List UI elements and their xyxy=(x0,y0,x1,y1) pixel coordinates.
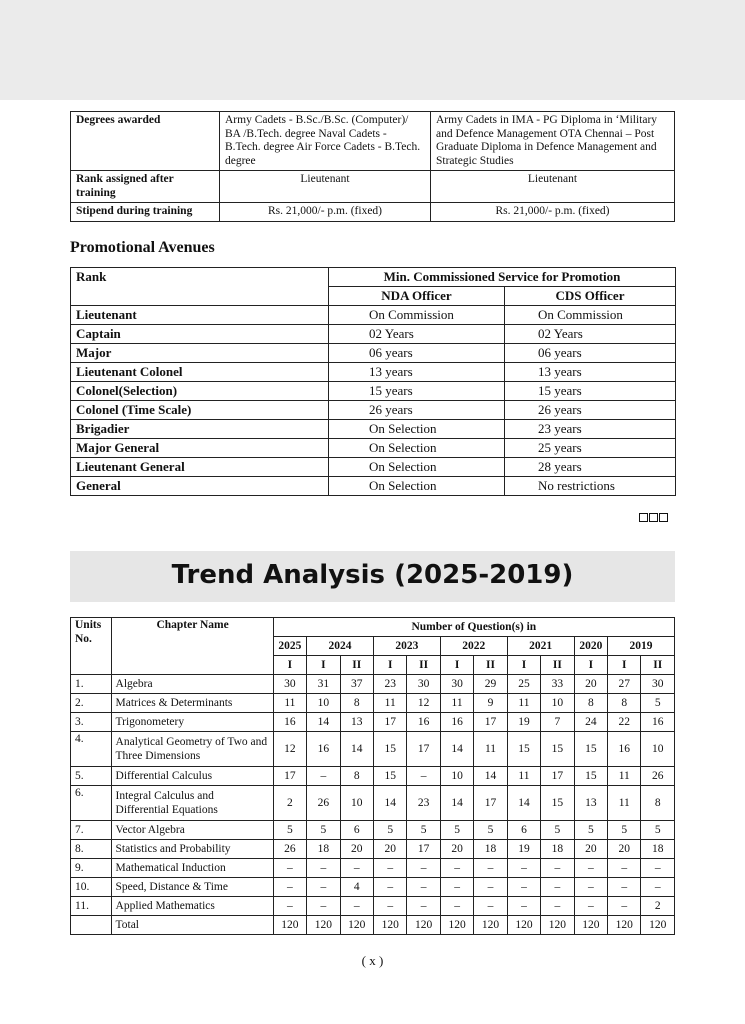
question-count: 10 xyxy=(641,732,675,767)
year-header: 2025 xyxy=(273,637,306,656)
question-count: – xyxy=(608,878,641,897)
question-count: 15 xyxy=(574,732,607,767)
question-count: 9 xyxy=(474,694,507,713)
nda-cell: On Selection xyxy=(329,439,505,458)
question-count: 5 xyxy=(608,821,641,840)
unit-number: 7. xyxy=(71,821,112,840)
degrees-nda-cell: Lieutenant xyxy=(220,171,431,203)
promotion-row xyxy=(71,401,676,420)
question-count: – xyxy=(541,859,574,878)
question-count: 31 xyxy=(307,675,340,694)
question-count: 17 xyxy=(407,840,440,859)
question-count: 10 xyxy=(340,786,373,821)
cds-cell: 06 years xyxy=(505,344,676,363)
unit-number: 3. xyxy=(71,713,112,732)
question-count: 15 xyxy=(541,732,574,767)
trend-row xyxy=(71,732,675,767)
chapter-name: Matrices & Determinants xyxy=(111,694,273,713)
nda-cell: 26 years xyxy=(329,401,505,420)
question-count: 26 xyxy=(307,786,340,821)
promotion-row xyxy=(71,382,676,401)
question-count: 18 xyxy=(474,840,507,859)
question-count: – xyxy=(541,878,574,897)
promotion-row xyxy=(71,458,676,477)
question-count: – xyxy=(407,859,440,878)
degrees-cds-cell: Rs. 21,000/- p.m. (fixed) xyxy=(431,203,675,222)
question-count: 11 xyxy=(474,732,507,767)
chapter-name: Vector Algebra xyxy=(111,821,273,840)
question-count: – xyxy=(608,859,641,878)
question-count: 26 xyxy=(641,767,675,786)
question-count: – xyxy=(407,767,440,786)
question-count: 12 xyxy=(407,694,440,713)
question-count: 14 xyxy=(507,786,540,821)
question-count: 33 xyxy=(541,675,574,694)
trend-row xyxy=(71,897,675,916)
promotion-row xyxy=(71,477,676,496)
question-count: 20 xyxy=(574,675,607,694)
question-count: 19 xyxy=(507,840,540,859)
question-count: 14 xyxy=(440,732,473,767)
question-count: 2 xyxy=(641,897,675,916)
question-count: 15 xyxy=(373,767,406,786)
question-count: 16 xyxy=(608,732,641,767)
rank-cell: Major xyxy=(71,344,329,363)
question-count: 20 xyxy=(574,840,607,859)
nda-cell: On Selection xyxy=(329,420,505,439)
question-count: 23 xyxy=(407,786,440,821)
question-count: 10 xyxy=(440,767,473,786)
promotion-row xyxy=(71,420,676,439)
question-count: 120 xyxy=(574,916,607,935)
nda-cell: 13 years xyxy=(329,363,505,382)
promotion-row xyxy=(71,325,676,344)
year-header: 2019 xyxy=(608,637,675,656)
question-count: – xyxy=(273,878,306,897)
question-count: – xyxy=(574,859,607,878)
question-count: – xyxy=(641,859,675,878)
question-count: 29 xyxy=(474,675,507,694)
chapter-name: Statistics and Probability xyxy=(111,840,273,859)
question-count: 5 xyxy=(440,821,473,840)
trend-row xyxy=(71,675,675,694)
trend-row xyxy=(71,859,675,878)
service-group-header: Min. Commissioned Service for Promotion xyxy=(329,268,676,287)
question-count: 14 xyxy=(373,786,406,821)
question-count: 11 xyxy=(507,694,540,713)
question-count: 11 xyxy=(507,767,540,786)
unit-number: 6. xyxy=(71,786,112,821)
degrees-row xyxy=(71,171,675,203)
question-count: 15 xyxy=(507,732,540,767)
cds-cell: On Commission xyxy=(505,306,676,325)
promotion-row xyxy=(71,439,676,458)
rank-cell: Major General xyxy=(71,439,329,458)
question-count: 11 xyxy=(608,786,641,821)
paper-header: I xyxy=(273,656,306,675)
trend-table xyxy=(70,617,675,935)
trend-row xyxy=(71,821,675,840)
nda-cell: 15 years xyxy=(329,382,505,401)
degrees-label: Degrees awarded xyxy=(71,112,220,171)
question-count: 16 xyxy=(641,713,675,732)
year-header: 2024 xyxy=(307,637,374,656)
question-count: 8 xyxy=(574,694,607,713)
rank-cell: General xyxy=(71,477,329,496)
question-count: – xyxy=(307,878,340,897)
question-count: – xyxy=(307,859,340,878)
question-count: – xyxy=(474,897,507,916)
paper-header: I xyxy=(608,656,641,675)
question-count: – xyxy=(440,897,473,916)
question-count: 14 xyxy=(474,767,507,786)
question-count: 14 xyxy=(440,786,473,821)
degrees-label: Stipend during training xyxy=(71,203,220,222)
paper-header: II xyxy=(641,656,675,675)
rank-cell: Lieutenant General xyxy=(71,458,329,477)
question-count: – xyxy=(373,878,406,897)
cds-cell: 02 Years xyxy=(505,325,676,344)
trend-row xyxy=(71,840,675,859)
question-count: – xyxy=(507,859,540,878)
question-count: 17 xyxy=(541,767,574,786)
cds-cell: 15 years xyxy=(505,382,676,401)
question-count: 11 xyxy=(608,767,641,786)
question-count: 120 xyxy=(340,916,373,935)
unit-number: 9. xyxy=(71,859,112,878)
promotion-row xyxy=(71,344,676,363)
year-header: 2023 xyxy=(373,637,440,656)
question-count: 120 xyxy=(474,916,507,935)
question-count: 5 xyxy=(641,821,675,840)
question-count: 120 xyxy=(307,916,340,935)
degrees-row xyxy=(71,203,675,222)
nda-cell: On Commission xyxy=(329,306,505,325)
rank-cell: Lieutenant xyxy=(71,306,329,325)
paper-header: I xyxy=(307,656,340,675)
question-count: 5 xyxy=(307,821,340,840)
questions-group-header: Number of Question(s) in xyxy=(273,618,674,637)
question-count: 16 xyxy=(273,713,306,732)
cds-cell: 25 years xyxy=(505,439,676,458)
question-count: – xyxy=(340,859,373,878)
paper-header: II xyxy=(340,656,373,675)
nda-cell: On Selection xyxy=(329,477,505,496)
question-count: – xyxy=(507,897,540,916)
paper-header: II xyxy=(541,656,574,675)
nda-officer-header: NDA Officer xyxy=(329,287,505,306)
rank-cell: Lieutenant Colonel xyxy=(71,363,329,382)
nda-cell: 02 Years xyxy=(329,325,505,344)
degrees-table xyxy=(70,111,675,222)
question-count: 37 xyxy=(340,675,373,694)
chapter-name: Trigonometery xyxy=(111,713,273,732)
question-count: 17 xyxy=(474,786,507,821)
cds-cell: 26 years xyxy=(505,401,676,420)
question-count: 17 xyxy=(407,732,440,767)
cds-cell: 28 years xyxy=(505,458,676,477)
trend-row xyxy=(71,916,675,935)
cds-cell: 13 years xyxy=(505,363,676,382)
question-count: – xyxy=(407,897,440,916)
degrees-nda-cell: Rs. 21,000/- p.m. (fixed) xyxy=(220,203,431,222)
unit-number: 2. xyxy=(71,694,112,713)
question-count: – xyxy=(407,878,440,897)
question-count: – xyxy=(440,859,473,878)
question-count: 20 xyxy=(340,840,373,859)
trend-row xyxy=(71,878,675,897)
question-count: 17 xyxy=(373,713,406,732)
question-count: 120 xyxy=(608,916,641,935)
paper-header: II xyxy=(407,656,440,675)
year-header: 2022 xyxy=(440,637,507,656)
question-count: – xyxy=(273,859,306,878)
question-count: – xyxy=(574,897,607,916)
question-count: 5 xyxy=(541,821,574,840)
question-count: 14 xyxy=(307,713,340,732)
question-count: 20 xyxy=(608,840,641,859)
question-count: 10 xyxy=(307,694,340,713)
question-count: 120 xyxy=(507,916,540,935)
question-count: 8 xyxy=(608,694,641,713)
question-count: 2 xyxy=(273,786,306,821)
question-count: 18 xyxy=(641,840,675,859)
question-count: 16 xyxy=(407,713,440,732)
chapter-name: Algebra xyxy=(111,675,273,694)
question-count: 6 xyxy=(340,821,373,840)
year-header: 2021 xyxy=(507,637,574,656)
chapter-name: Differential Calculus xyxy=(111,767,273,786)
question-count: 30 xyxy=(440,675,473,694)
unit-number: 5. xyxy=(71,767,112,786)
unit-number xyxy=(71,916,112,935)
question-count: 18 xyxy=(307,840,340,859)
question-count: 5 xyxy=(641,694,675,713)
question-count: – xyxy=(541,897,574,916)
question-count: – xyxy=(507,878,540,897)
question-count: 10 xyxy=(541,694,574,713)
question-count: 120 xyxy=(440,916,473,935)
unit-number: 1. xyxy=(71,675,112,694)
paper-header: I xyxy=(373,656,406,675)
trend-row xyxy=(71,713,675,732)
chapter-name: Total xyxy=(111,916,273,935)
question-count: 25 xyxy=(507,675,540,694)
chapter-header: Chapter Name xyxy=(111,618,273,675)
paper-header: I xyxy=(440,656,473,675)
promotion-row xyxy=(71,306,676,325)
question-count: – xyxy=(440,878,473,897)
question-count: 17 xyxy=(474,713,507,732)
question-count: – xyxy=(340,897,373,916)
chapter-name: Applied Mathematics xyxy=(111,897,273,916)
question-count: – xyxy=(307,767,340,786)
question-count: 15 xyxy=(373,732,406,767)
question-count: 11 xyxy=(273,694,306,713)
question-count: 27 xyxy=(608,675,641,694)
question-count: – xyxy=(574,878,607,897)
paper-header: I xyxy=(507,656,540,675)
top-band xyxy=(0,0,745,100)
question-count: 14 xyxy=(340,732,373,767)
question-count: 15 xyxy=(574,767,607,786)
question-count: 20 xyxy=(440,840,473,859)
question-count: – xyxy=(307,897,340,916)
rank-cell: Colonel(Selection) xyxy=(71,382,329,401)
question-count: 6 xyxy=(507,821,540,840)
question-count: – xyxy=(641,878,675,897)
degrees-cds-cell: Army Cadets in IMA - PG Diploma in ‘Military and Defence Management OTA Chennai – Post Graduate Diploma in Defence Management and Strategic Studies xyxy=(431,112,675,171)
question-count: – xyxy=(273,897,306,916)
rank-column-header: Rank xyxy=(71,268,329,306)
trend-row xyxy=(71,694,675,713)
degrees-nda-cell: Army Cadets - B.Sc./B.Sc. (Computer)/ BA /B.Tech. degree Naval Cadets - B.Tech. degree Air Force Cadets - B.Tech. degree xyxy=(220,112,431,171)
question-count: 16 xyxy=(440,713,473,732)
question-count: 5 xyxy=(373,821,406,840)
question-count: 30 xyxy=(641,675,675,694)
question-count: – xyxy=(608,897,641,916)
question-count: 17 xyxy=(273,767,306,786)
chapter-name: Analytical Geometry of Two and Three Dimensions xyxy=(111,732,273,767)
question-count: 13 xyxy=(340,713,373,732)
question-count: 120 xyxy=(541,916,574,935)
year-header: 2020 xyxy=(574,637,607,656)
question-count: 4 xyxy=(340,878,373,897)
trend-title: Trend Analysis (2025-2019) xyxy=(171,560,574,590)
rank-cell: Captain xyxy=(71,325,329,344)
question-count: – xyxy=(474,859,507,878)
unit-number: 8. xyxy=(71,840,112,859)
nda-cell: On Selection xyxy=(329,458,505,477)
nda-cell: 06 years xyxy=(329,344,505,363)
question-count: 23 xyxy=(373,675,406,694)
promotion-row xyxy=(71,363,676,382)
question-count: 13 xyxy=(574,786,607,821)
question-count: 5 xyxy=(273,821,306,840)
degrees-row xyxy=(71,112,675,171)
question-count: 8 xyxy=(340,694,373,713)
question-count: 5 xyxy=(407,821,440,840)
question-count: 11 xyxy=(373,694,406,713)
page-number: ( x ) xyxy=(361,953,384,968)
units-header: Units No. xyxy=(71,618,112,675)
question-count: 16 xyxy=(307,732,340,767)
section-end-mark-icon xyxy=(639,513,668,522)
question-count: 120 xyxy=(373,916,406,935)
degrees-label: Rank assigned after training xyxy=(71,171,220,203)
unit-number: 10. xyxy=(71,878,112,897)
question-count: 8 xyxy=(340,767,373,786)
chapter-name: Speed, Distance & Time xyxy=(111,878,273,897)
paper-header: I xyxy=(574,656,607,675)
question-count: 11 xyxy=(440,694,473,713)
promotional-table xyxy=(70,267,676,496)
rank-cell: Colonel (Time Scale) xyxy=(71,401,329,420)
question-count: 8 xyxy=(641,786,675,821)
question-count: 30 xyxy=(407,675,440,694)
unit-number: 4. xyxy=(71,732,112,767)
question-count: 120 xyxy=(273,916,306,935)
question-count: 5 xyxy=(474,821,507,840)
question-count: 24 xyxy=(574,713,607,732)
question-count: – xyxy=(373,859,406,878)
promotional-heading: Promotional Avenues xyxy=(70,239,215,256)
question-count: 18 xyxy=(541,840,574,859)
question-count: – xyxy=(373,897,406,916)
unit-number: 11. xyxy=(71,897,112,916)
question-count: 30 xyxy=(273,675,306,694)
cds-cell: No restrictions xyxy=(505,477,676,496)
trend-row xyxy=(71,767,675,786)
trend-header-row xyxy=(71,618,675,637)
trend-row xyxy=(71,786,675,821)
chapter-name: Mathematical Induction xyxy=(111,859,273,878)
question-count: 12 xyxy=(273,732,306,767)
chapter-name: Integral Calculus and Differential Equations xyxy=(111,786,273,821)
question-count: 15 xyxy=(541,786,574,821)
question-count: – xyxy=(474,878,507,897)
cds-officer-header: CDS Officer xyxy=(505,287,676,306)
cds-cell: 23 years xyxy=(505,420,676,439)
question-count: 19 xyxy=(507,713,540,732)
question-count: 5 xyxy=(574,821,607,840)
question-count: 26 xyxy=(273,840,306,859)
question-count: 20 xyxy=(373,840,406,859)
paper-header: II xyxy=(474,656,507,675)
question-count: 22 xyxy=(608,713,641,732)
question-count: 120 xyxy=(641,916,675,935)
degrees-cds-cell: Lieutenant xyxy=(431,171,675,203)
rank-cell: Brigadier xyxy=(71,420,329,439)
question-count: 120 xyxy=(407,916,440,935)
question-count: 7 xyxy=(541,713,574,732)
